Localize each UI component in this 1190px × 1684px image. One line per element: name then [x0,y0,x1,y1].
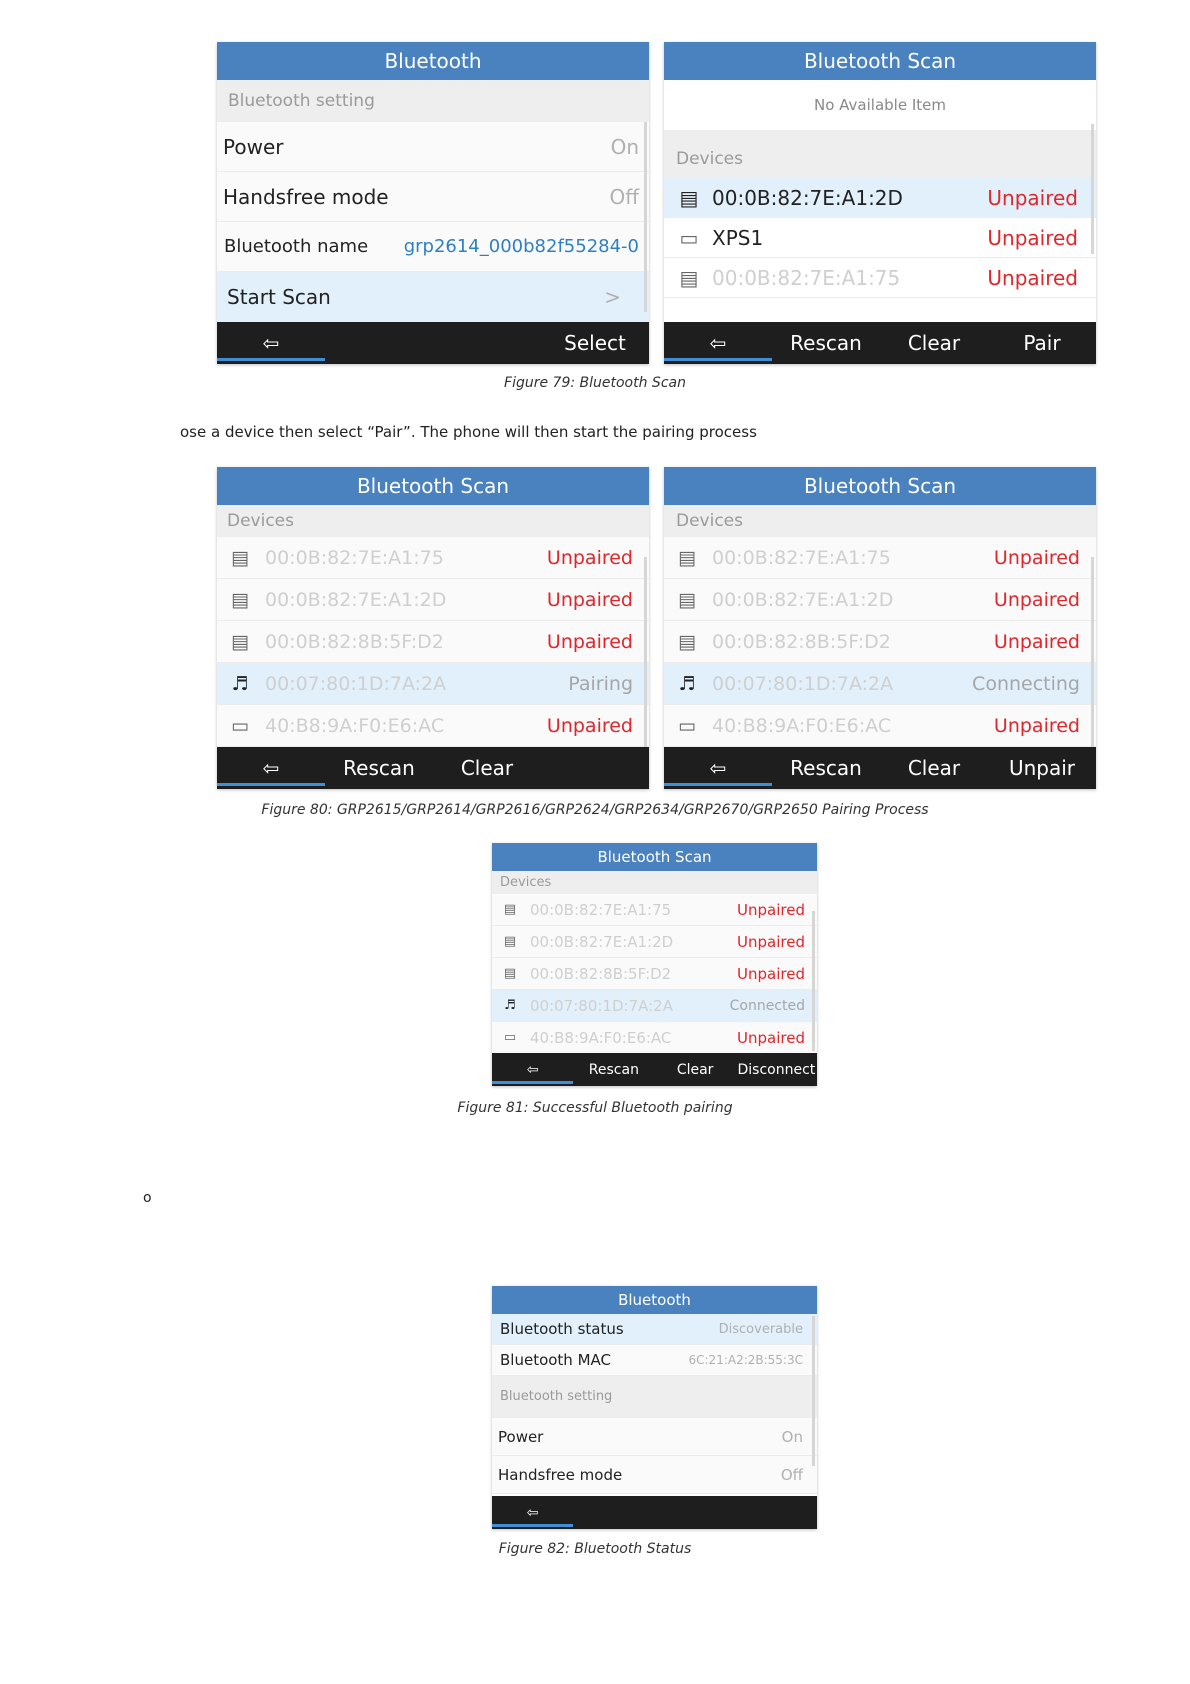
device-row[interactable] [492,1022,817,1054]
softkey-bar [217,322,649,364]
screen-title: Bluetooth Scan [217,467,649,505]
handsfree-value: Off [609,184,639,209]
device-mac: 00:07:80:1D:7A:2A [712,672,894,695]
clear-softkey[interactable]: Clear [460,756,514,780]
device-mac: 00:0B:82:7E:A1:75 [712,546,891,569]
power-label: Power [223,134,284,159]
device-status: Unpaired [546,714,633,737]
phone-icon: ▤ [679,185,699,210]
scrollbar[interactable] [1091,557,1094,747]
device-mac: 40:B8:9A:F0:E6:AC [265,714,445,737]
fig79-bluetooth-screen [217,42,649,364]
figure-caption: Figure 81: Successful Bluetooth pairing [457,1100,733,1116]
bluetooth-status-row[interactable] [492,1314,817,1345]
chevron-right-icon: > [604,284,621,309]
bluetooth-name-row[interactable] [217,222,649,272]
power-value: On [781,1427,803,1446]
device-row[interactable] [492,958,817,990]
device-row[interactable] [664,579,1096,621]
rescan-softkey[interactable]: Rescan [588,1061,639,1078]
device-mac: 00:0B:82:8B:5F:D2 [712,630,891,653]
softkey-bar [217,747,649,789]
devices-header: Devices [664,505,1096,537]
bluetooth-status-label: Bluetooth status [500,1320,624,1338]
device-status: Unpaired [993,630,1080,653]
back-icon[interactable]: ⇦ [492,1062,573,1078]
phone-icon: ▤ [503,902,517,917]
device-mac: 00:0B:82:8B:5F:D2 [530,964,672,983]
screen-title: Bluetooth Scan [664,42,1096,80]
phone-icon: ▤ [678,546,696,569]
device-status: Unpaired [987,225,1078,250]
device-status: Unpaired [546,630,633,653]
power-value: On [610,134,639,159]
device-row[interactable] [217,663,649,705]
device-mac: 00:0B:82:7E:A1:75 [530,900,672,919]
back-icon[interactable]: ⇦ [217,756,325,780]
device-name: XPS1 [712,225,764,250]
bluetooth-mac-row[interactable] [492,1345,817,1376]
screen-title: Bluetooth Scan [492,843,817,871]
device-mac: 00:0B:82:8B:5F:D2 [265,630,444,653]
screen-title: Bluetooth Scan [664,467,1096,505]
handsfree-value: Off [780,1465,803,1484]
screen-title: Bluetooth [492,1286,817,1314]
device-row[interactable] [217,621,649,663]
disconnect-softkey[interactable]: Disconnect [737,1061,816,1078]
select-softkey[interactable]: Select [564,331,626,355]
device-mac: 00:0B:82:7E:A1:2D [530,932,674,951]
fig79-bluetooth-scan-screen [664,42,1096,364]
device-row[interactable] [217,579,649,621]
unpair-softkey[interactable]: Unpair [1008,756,1076,780]
device-status: Unpaired [737,932,805,951]
power-label: Power [498,1427,544,1446]
rescan-softkey[interactable]: Rescan [343,756,415,780]
pair-softkey[interactable]: Pair [1023,331,1061,355]
device-mac: 40:B8:9A:F0:E6:AC [712,714,892,737]
clear-softkey[interactable]: Clear [676,1061,714,1078]
devices-header: Devices [664,130,1096,178]
device-status: Connecting [972,672,1080,695]
scrollbar[interactable] [644,122,647,312]
scrollbar[interactable] [812,911,815,1051]
device-status: Unpaired [546,546,633,569]
device-mac: 00:07:80:1D:7A:2A [530,996,673,1015]
bluetooth-name-label: Bluetooth name [224,236,369,257]
phone-icon: ▤ [231,588,249,611]
softkey-bar [492,1053,817,1086]
phone-icon: ▤ [678,588,696,611]
figure-caption: Figure 79: Bluetooth Scan [504,375,686,391]
device-mac: 00:07:80:1D:7A:2A [265,672,447,695]
device-status: Unpaired [993,714,1080,737]
device-mac: 00:0B:82:7E:A1:2D [712,588,894,611]
device-row[interactable] [492,894,817,926]
device-status: Unpaired [737,964,805,983]
start-scan-row[interactable] [217,272,649,322]
phone-icon: ▤ [679,265,699,290]
device-status: Unpaired [993,588,1080,611]
bluetooth-name-value: grp2614_000b82f55284-0 [403,236,639,257]
scrollbar[interactable] [812,1316,815,1466]
clear-softkey[interactable]: Clear [907,331,961,355]
device-status: Connected [729,997,805,1014]
back-icon[interactable]: ⇦ [492,1505,573,1521]
phone-icon: ▤ [503,934,517,949]
headset-icon: ♬ [678,672,696,695]
fig80-pairing-screen [217,467,649,789]
section-header: Bluetooth setting [492,1376,817,1418]
back-icon[interactable]: ⇦ [664,331,772,355]
scrollbar[interactable] [1091,124,1094,254]
figure-caption: Figure 82: Bluetooth Status [498,1541,692,1557]
power-row[interactable] [217,122,649,172]
device-status: Unpaired [737,900,805,919]
device-row[interactable] [664,258,1096,298]
handsfree-row[interactable] [492,1456,817,1494]
device-row[interactable] [492,926,817,958]
back-icon[interactable]: ⇦ [664,756,772,780]
laptop-icon: ▭ [503,1030,517,1045]
laptop-icon: ▭ [231,714,249,737]
devices-header: Devices [217,505,649,537]
section-header: Bluetooth setting [217,80,649,122]
headset-icon: ♬ [504,998,516,1013]
fig80-connecting-screen [664,467,1096,789]
devices-header: Devices [492,871,817,894]
instruction-text: ose a device then select “Pair”. The phone will then start the pairing process [180,423,757,441]
device-mac: 00:0B:82:7E:A1:2D [265,588,447,611]
phone-icon: ▤ [231,546,249,569]
phone-icon: ▤ [678,630,696,653]
handsfree-label: Handsfree mode [498,1465,623,1484]
device-row[interactable] [664,621,1096,663]
device-mac: 40:B8:9A:F0:E6:AC [530,1028,672,1047]
softkey-bar [664,322,1096,364]
no-available-item: No Available Item [814,96,946,114]
rescan-softkey[interactable]: Rescan [790,756,862,780]
phone-icon: ▤ [503,966,517,981]
handsfree-row[interactable] [217,172,649,222]
fig81-connected-screen [492,843,817,1086]
start-scan-label: Start Scan [227,284,331,309]
bluetooth-status-value: Discoverable [718,1321,803,1337]
list-bullet: o [143,1190,152,1206]
device-mac: 00:0B:82:7E:A1:2D [712,185,903,210]
softkey-bar [492,1496,817,1529]
laptop-icon: ▭ [678,714,696,737]
headset-icon: ♬ [231,672,249,695]
device-status: Unpaired [737,1028,805,1047]
device-row[interactable] [664,537,1096,579]
scrollbar[interactable] [644,557,647,747]
clear-softkey[interactable]: Clear [907,756,961,780]
device-row[interactable] [664,218,1096,258]
device-row[interactable] [217,705,649,747]
device-row[interactable] [492,990,817,1022]
device-status: Unpaired [546,588,633,611]
device-status: Unpaired [987,185,1078,210]
laptop-icon: ▭ [679,225,699,250]
handsfree-label: Handsfree mode [223,184,389,209]
device-status: Unpaired [993,546,1080,569]
softkey-bar [664,747,1096,789]
figure-caption: Figure 80: GRP2615/GRP2614/GRP2616/GRP2624/GRP2634/GRP2670/GRP2650 Pairing Process [261,802,929,818]
bluetooth-mac-label: Bluetooth MAC [500,1351,611,1369]
device-status: Pairing [568,672,633,695]
device-row[interactable] [664,705,1096,747]
fig82-bluetooth-status-screen [492,1286,817,1529]
device-row[interactable] [664,178,1096,218]
device-row[interactable] [664,663,1096,705]
device-mac: 00:0B:82:7E:A1:75 [265,546,444,569]
device-row[interactable] [217,537,649,579]
power-row[interactable] [492,1418,817,1456]
rescan-softkey[interactable]: Rescan [790,331,862,355]
device-status: Unpaired [987,265,1078,290]
bluetooth-mac-value: 6C:21:A2:2B:55:3C [688,1353,803,1367]
back-icon[interactable]: ⇦ [217,331,325,355]
device-mac: 00:0B:82:7E:A1:75 [712,265,901,290]
screen-title: Bluetooth [217,42,649,80]
phone-icon: ▤ [231,630,249,653]
